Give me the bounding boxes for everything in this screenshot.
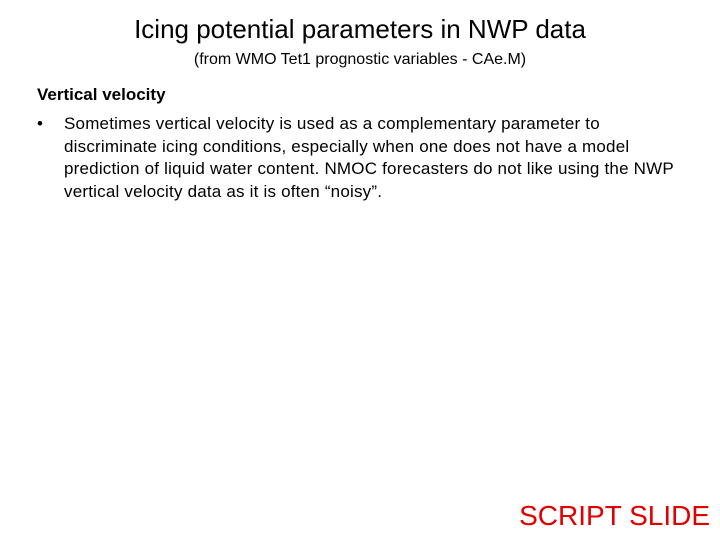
bullet-item: [37, 113, 697, 203]
slide-subtitle: (from WMO Tet1 prognostic variables - CAe.M): [193, 51, 527, 68]
slide-title: Icing potential parameters in NWP data: [134, 14, 586, 44]
bullet-marker: •: [37, 114, 44, 133]
script-slide-label: SCRIPT SLIDE: [519, 500, 710, 531]
bullet-list: [37, 113, 697, 203]
bullet-text: Sometimes vertical velocity is used as a complementary parameter to discriminate icing conditions, especially when one does not have a model prediction of liquid water content. NMOC forecasters do not like using the NWP vertical velocity data as it is often “noisy”.: [64, 114, 674, 201]
section-heading: Vertical velocity: [37, 85, 166, 104]
